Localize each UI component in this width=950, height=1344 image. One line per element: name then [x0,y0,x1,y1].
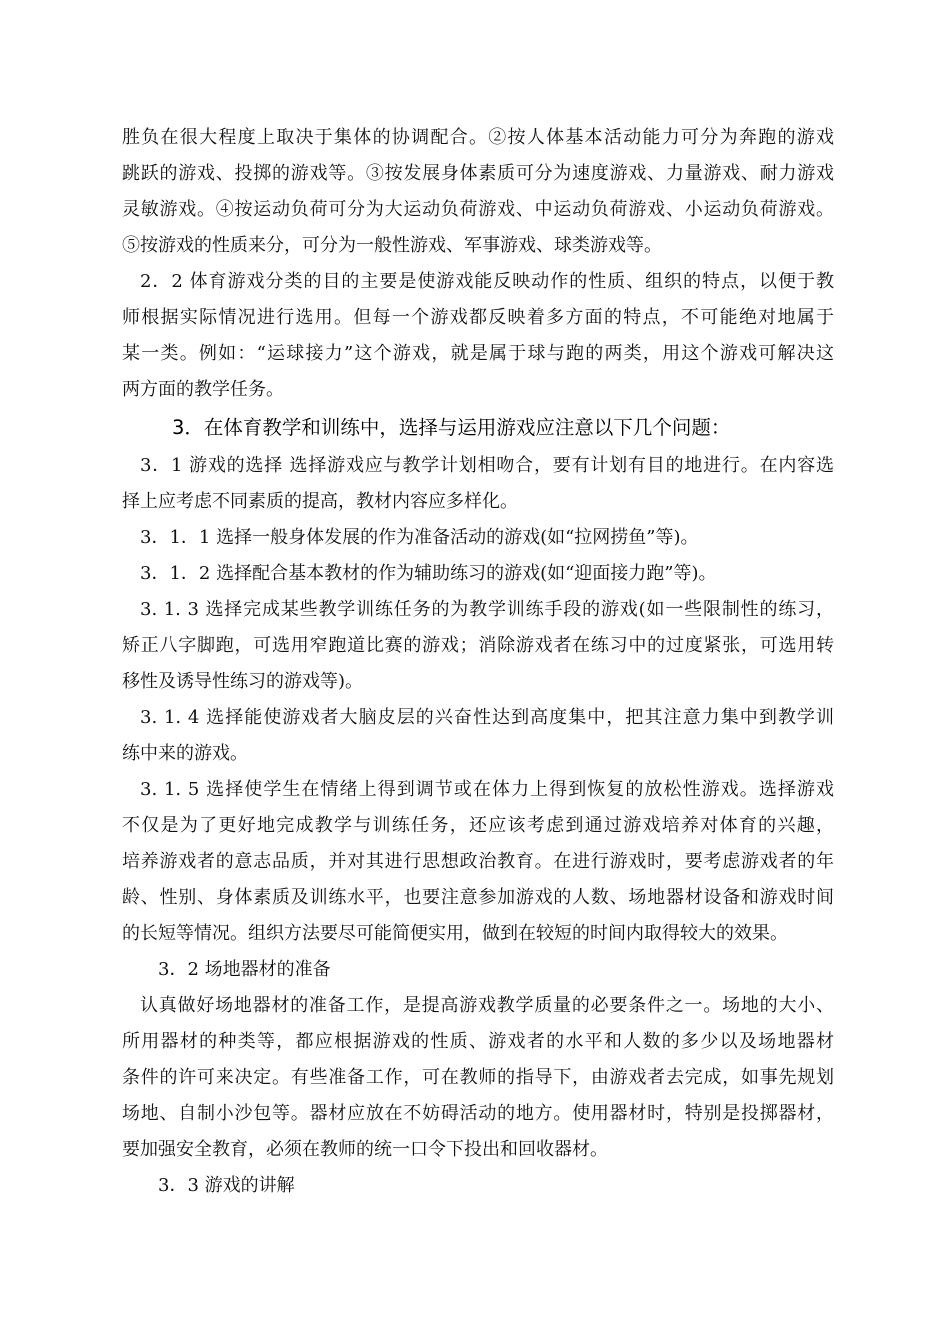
text-line: 胜负在很大程度上取决于集体的协调配合。②按人体基本活动能力可分为奔跑的游戏 [122,127,834,148]
paragraph-3-2 [122,988,834,1168]
text-line: 师根据实际情况进行选用。但每一个游戏都反映着多方面的特点，不可能绝对地属于 [122,307,834,328]
text-line: 某一类。例如：“运球接力”这个游戏，就是属于球与跑的两类，用这个游戏可解决这 [122,343,834,364]
text-line: 场地、自制小沙包等。器材应放在不妨碍活动的地方。使用器材时，特别是投掷器材， [122,1103,834,1124]
paragraph-3-1 [122,448,834,520]
item-3-1-5 [122,772,834,952]
text-line: 移性及诱导性练习的游戏等)。 [122,671,364,692]
text-line: 不仅是为了更好地完成教学与训练任务，还应该考虑到通过游戏培养对体育的兴趣， [122,815,834,836]
text-line: 要加强安全教育，必须在教师的统一口令下投出和回收器材。 [122,1139,608,1160]
section-heading-3-3: 3．3 游戏的讲解 [158,1175,295,1196]
paragraph-2-2 [122,264,834,408]
text-line: 矫正八字脚跑，可选用窄跑道比赛的游戏；消除游戏者在练习中的过度紧张，可选用转 [122,635,834,656]
text-line: 认真做好场地器材的准备工作，是提高游戏教学质量的必要条件之一。场地的大小、 [140,995,834,1016]
text-line: 2．2 体育游戏分类的目的主要是使游戏能反映动作的性质、组织的特点，以便于教 [140,271,834,292]
text-line: 3. 1. 5 选择使学生在情绪上得到调节或在体力上得到恢复的放松性游戏。选择游戏 [140,779,834,800]
text-line: 的长短等情况。组织方法要尽可能简便实用，做到在较短的时间内取得较大的效果。 [122,923,788,944]
item-3-1-1: 3．1．1 选择一般身体发展的作为准备活动的游戏(如“拉网捞鱼”等)。 [140,527,699,548]
section-heading-3-2: 3．2 场地器材的准备 [158,959,331,980]
text-line: 所用器材的种类等，都应根据游戏的性质、游戏者的水平和人数的多少以及场地器材 [122,1031,834,1052]
text-line: 两方面的教学任务。 [122,379,284,400]
text-line: 龄、性别、身体素质及训练水平，也要注意参加游戏的人数、场地器材设备和游戏时间 [122,887,834,908]
text-line: 条件的许可来决定。有些准备工作，可在教师的指导下，由游戏者去完成，如事先规划 [122,1067,834,1088]
paragraph-classification-continued [122,120,834,264]
text-line: ⑤按游戏的性质来分，可分为一般性游戏、军事游戏、球类游戏等。 [122,235,662,256]
text-line: 练中来的游戏。 [122,743,248,764]
text-line: 3. 1. 3 选择完成某些教学训练任务的为教学训练手段的游戏(如一些限制性的练习， [140,599,834,620]
text-line: 择上应考虑不同素质的提高，教材内容应多样化。 [122,491,518,512]
section-heading-3: 3．在体育教学和训练中，选择与运用游戏应注意以下几个问题： [172,416,731,439]
text-line: 跳跃的游戏、投掷的游戏等。③按发展身体素质可分为速度游戏、力量游戏、耐力游戏 [122,163,834,184]
text-line: 灵敏游戏。④按运动负荷可分为大运动负荷游戏、中运动负荷游戏、小运动负荷游戏。 [122,199,834,220]
item-3-1-3 [122,592,834,700]
document-page [122,120,834,1204]
item-3-1-2: 3．1．2 选择配合基本教材的作为辅助练习的游戏(如“迎面接力跑”等)。 [140,563,717,584]
text-line: 3. 1. 4 选择能使游戏者大脑皮层的兴奋性达到高度集中，把其注意力集中到教学训 [140,707,834,728]
text-line: 3．1 游戏的选择 选择游戏应与教学计划相吻合，要有计划有目的地进行。在内容选 [140,455,834,476]
item-3-1-4 [122,700,834,772]
text-line: 培养游戏者的意志品质，并对其进行思想政治教育。在进行游戏时，要考虑游戏者的年 [122,851,834,872]
